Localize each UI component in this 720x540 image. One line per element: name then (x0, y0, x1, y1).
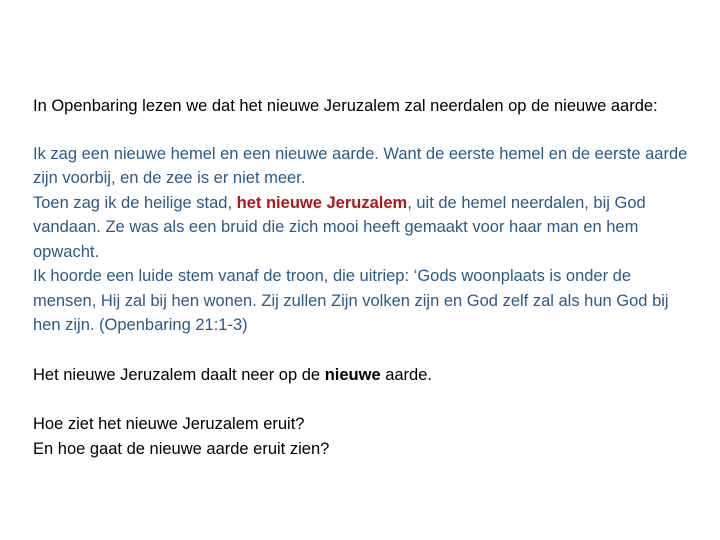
questions (33, 412, 693, 461)
statement-paragraph (33, 363, 693, 388)
bible-quote (33, 142, 693, 338)
quote-line-2-before: Toen zag ik de heilige stad, (33, 193, 237, 212)
quote-line-2-after: , uit de hemel neerdalen, bij God vandaan. Ze was als een bruid die zich mooi heeft gemaakt voor haar man en hem opwacht. (33, 193, 646, 261)
quote-highlight: het nieuwe Jeruzalem (236, 193, 408, 212)
question-2: En hoe gaat de nieuwe aarde eruit zien? (33, 439, 330, 458)
statement-after: aarde. (380, 365, 432, 384)
quote-line-3: Ik hoorde een luide stem vanaf de troon, die uitriep: ‘Gods woonplaats is onder de mensen, Hij zal bij hen wonen. Zij zullen Zijn volken zijn en God zelf zal als hun God bij hen zijn. (Openbaring 21:1-3) (33, 267, 669, 334)
slide-text (33, 94, 693, 461)
quote-line-1: Ik zag een nieuwe hemel en een nieuwe aarde. Want de eerste hemel en de eerste aarde zijn voorbij, en de zee is er niet meer. (33, 144, 688, 187)
quote-line-2 (33, 191, 693, 265)
intro-paragraph: In Openbaring lezen we dat het nieuwe Jeruzalem zal neerdalen op de nieuwe aarde: (33, 97, 658, 115)
statement-bold: nieuwe (324, 365, 381, 384)
question-1: Hoe ziet het nieuwe Jeruzalem eruit? (33, 415, 305, 433)
statement-before: Het nieuwe Jeruzalem daalt neer op de (33, 365, 325, 384)
